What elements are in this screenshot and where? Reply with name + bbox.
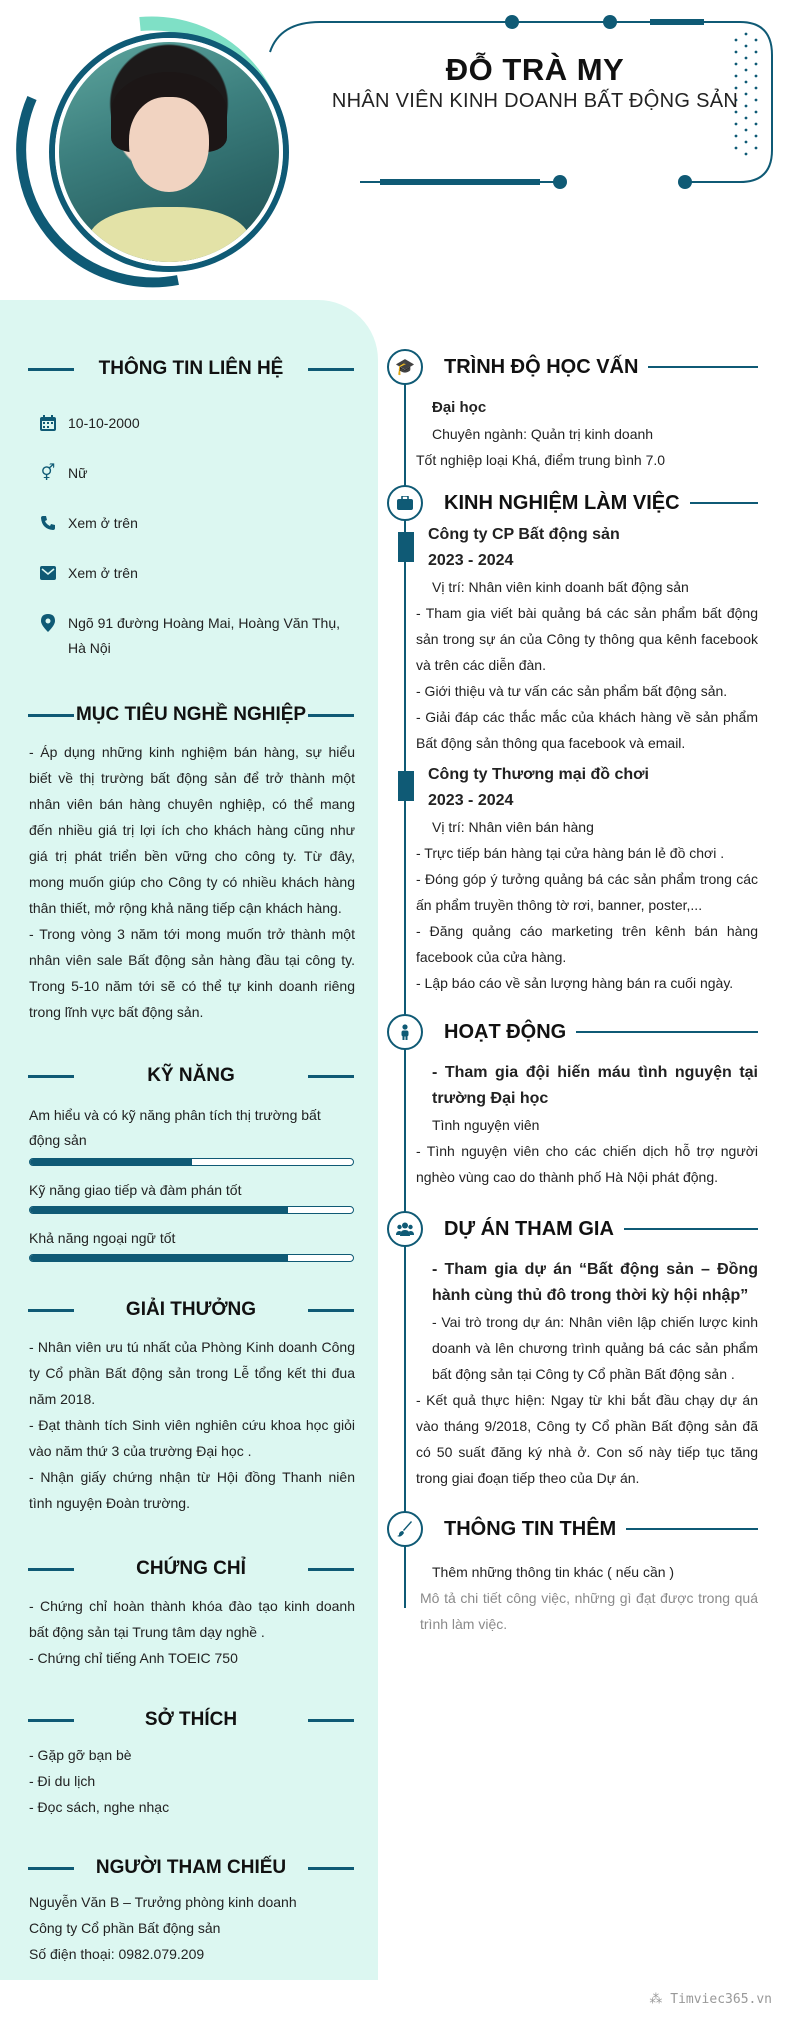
person-icon <box>387 1014 423 1050</box>
graduation-cap-icon: 🎓 <box>387 349 423 385</box>
certs-heading: CHỨNG CHỈ <box>28 1554 354 1584</box>
phone-icon <box>36 511 60 535</box>
extra-text: Thêm những thông tin khác ( nếu cần ) Mô tả chi tiết công việc, những gì đạt được trong quá trình làm việc. <box>420 1564 758 1632</box>
list-item: - Đi du lịch <box>29 1773 96 1789</box>
activities-heading: HOẠT ĐỘNG <box>444 1017 758 1047</box>
awards-text: - Nhân viên ưu tú nhất của Phòng Kinh doanh Công ty Cổ phần Bất động sản trong Lễ tổng kết thi đua năm 2018. - Đạt thành tích Sinh viên nghiên cứu khoa học giỏi vào năm thứ 3 của trường Đại học . - Nhận giấy chứng nhận từ Hội đồng Thanh niên tình nguyện Đoàn trường. <box>29 1339 355 1511</box>
projects-text: - Tham gia dự án “Bất động sản – Đồng hành cùng thủ đô trong thời kỳ hội nhập” - Vai trò trong dự án: Nhân viên lập chiến lược kinh doanh và lên chương trình quảng bá các sản phẩm bất động sản tại Công ty Cổ phần Bất động sản . - Kết quả thực hiện: Ngay từ khi bắt đầu chạy dự án vào tháng 9/2018, Công ty Cổ phần Bất động sản đã có 50 suất đăng ký nhà ở. Con số này tiếp tục tăng trong giai đoạn tiếp theo của Dự án. <box>416 1261 758 1486</box>
candidate-name: ĐỖ TRÀ MY <box>445 52 625 87</box>
briefcase-icon <box>387 485 423 521</box>
objective-heading: MỤC TIÊU NGHỀ NGHIỆP <box>28 700 354 730</box>
contact-birthday: 10-10-2000 <box>36 411 356 436</box>
experience-job-2: Công ty Thương mại đồ chơi 2023 - 2024 Vị trí: Nhân viên bán hàng - Trực tiếp bán hàng tại cửa hàng bán lẻ đồ chơi . - Đóng góp ý tưởng quảng bá các sản phẩm trong các ấn phẩm truyền thông tờ rơi, banner, poster,... - Đăng quảng cáo marketing trên kênh bán hàng facebook của cửa hàng. - Lập báo cáo về sản lượng hàng bán ra cuối ngày. <box>416 766 758 991</box>
projects-heading: DỰ ÁN THAM GIA <box>444 1214 758 1244</box>
skill-bar <box>29 1254 354 1262</box>
contact-gender: ⚥ Nữ <box>36 461 356 486</box>
extra-heading: THÔNG TIN THÊM <box>444 1514 758 1544</box>
skill-bar <box>29 1158 354 1166</box>
activities-text: - Tham gia đội hiến máu tình nguyện tại trường Đại học Tình nguyện viên - Tình nguyện viên cho các chiến dịch hỗ trợ người nghèo vùng cao do thành phố Hà Nội phát động. <box>416 1064 758 1185</box>
team-icon <box>387 1211 423 1247</box>
envelope-icon <box>36 561 60 585</box>
experience-job-1: Công ty CP Bất động sản 2023 - 2024 Vị trí: Nhân viên kinh doanh bất động sản - Tham gia viết bài quảng bá các sản phẩm bất động sản trong sự án của Công ty thông qua kênh facebook và trên các diễn đàn. - Giới thiệu và tư vấn các sản phẩm bất động sản. - Giải đáp các thắc mắc của khách hàng về sản phẩm Bất động sản thông qua facebook và email. <box>416 526 758 751</box>
list-item: - Gặp gỡ bạn bè <box>29 1747 132 1763</box>
experience-heading: KINH NGHIỆM LÀM VIỆC <box>444 488 758 518</box>
objective-text: - Áp dụng những kinh nghiệm bán hàng, sự hiểu biết về thị trường bất động sản để trở thành một nhân viên bán hàng chuyên nghiệp, có thể mang đến nhiều giá trị lợi ích cho khách hàng cũng như giá trị phát triển bền vững cho công ty. Từ đây, mong muốn giúp cho Công ty có nhiều khách hàng thân thiết, mở rộng khả năng tiếp cận khách hàng. - Trong vòng 3 năm tới mong muốn trở thành một nhân viên sale Bất động sản hàng đầu tại công ty. Trong 5-10 năm tới sẽ có thể tự kinh doanh riêng trong lĩnh vực bất động sản. <box>29 744 355 1020</box>
contact-heading: THÔNG TIN LIÊN HỆ <box>28 354 354 384</box>
gender-icon: ⚥ <box>40 464 56 482</box>
skill-bar <box>29 1206 354 1214</box>
brush-icon <box>387 1511 423 1547</box>
certs-text: - Chứng chỉ hoàn thành khóa đào tạo kinh doanh bất động sản tại Trung tâm dạy nghề . - Chứng chỉ tiếng Anh TOEIC 750 <box>29 1598 355 1666</box>
calendar-icon <box>36 411 60 435</box>
education-text: Đại học Chuyên ngành: Quản trị kinh doanh Tốt nghiệp loại Khá, điểm trung bình 7.0 <box>416 399 666 468</box>
reference-heading: NGƯỜI THAM CHIẾU <box>28 1853 354 1883</box>
hobbies-list <box>29 1742 355 1820</box>
education-heading: TRÌNH ĐỘ HỌC VẤN <box>444 352 758 382</box>
candidate-title: NHÂN VIÊN KINH DOANH BẤT ĐỘNG SẢN <box>331 90 739 112</box>
awards-heading: GIẢI THƯỞNG <box>28 1295 354 1325</box>
brand-watermark: ⁂ Timviec365.vn <box>649 1992 772 2007</box>
list-item: - Đọc sách, nghe nhạc <box>29 1799 170 1815</box>
timeline-marker <box>398 771 414 801</box>
reference-text: Nguyễn Văn B – Trưởng phòng kinh doanh Công ty Cổ phần Bất động sản Số điện thoại: 0982.079.209 <box>29 1894 297 1962</box>
skills-heading: KỸ NĂNG <box>28 1061 354 1091</box>
skill-label: Am hiểu và có kỹ năng phân tích thị trường bất động sản <box>29 1107 321 1148</box>
hobbies-heading: SỞ THÍCH <box>28 1705 354 1735</box>
profile-photo <box>55 38 283 266</box>
contact-address: Ngõ 91 đường Hoàng Mai, Hoàng Văn Thụ, Hà Nội <box>36 611 356 661</box>
location-pin-icon <box>36 611 60 635</box>
skill-label: Khả năng ngoại ngữ tốt <box>29 1230 176 1246</box>
contact-email: Xem ở trên <box>36 561 356 586</box>
timeline-marker <box>398 532 414 562</box>
skill-label: Kỹ năng giao tiếp và đàm phán tốt <box>29 1182 242 1198</box>
contact-phone: Xem ở trên <box>36 511 356 536</box>
